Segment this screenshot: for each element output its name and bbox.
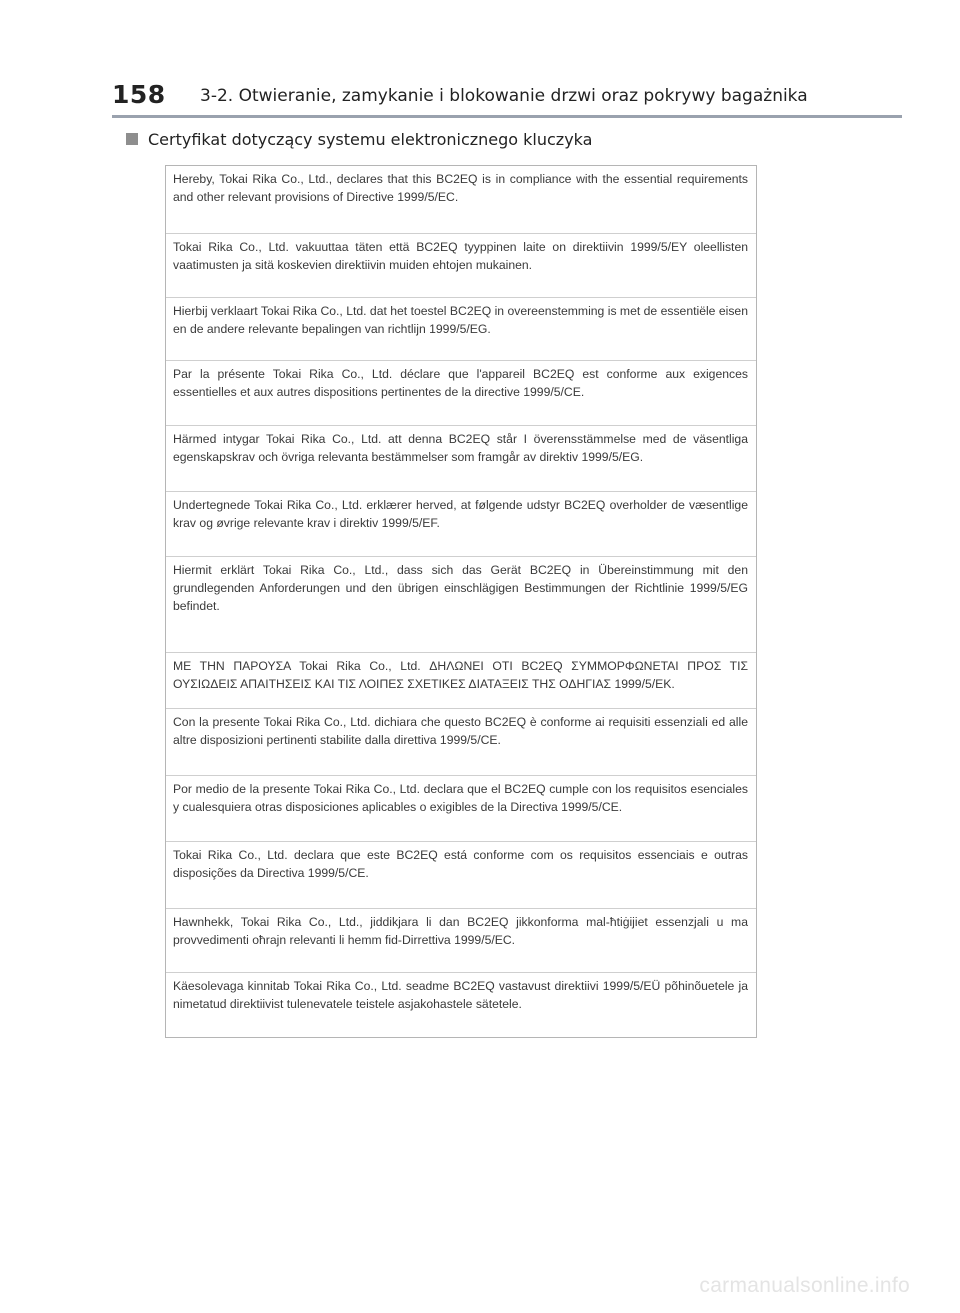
section-heading bbox=[126, 130, 592, 149]
declaration-row bbox=[166, 708, 756, 775]
declaration-row bbox=[166, 491, 756, 556]
section-title: Certyfikat dotyczący systemu elektronicznego kluczyka bbox=[148, 130, 593, 149]
declaration-text: Par la présente Tokai Rika Co., Ltd. déclare que l'appareil BC2EQ est conforme aux exigences essentielles et aux autres dispositions pertinentes de la directive 1999/5/CE. bbox=[173, 367, 748, 399]
declaration-text: Con la presente Tokai Rika Co., Ltd. dichiara che questo BC2EQ è conforme ai requisiti essenziali ed alle altre disposizioni pertinenti stabilite dalla direttiva 1999/5/CE. bbox=[173, 715, 748, 747]
declaration-row bbox=[166, 166, 756, 233]
watermark: carmanualsonline.info bbox=[699, 1274, 910, 1297]
declaration-text: Hereby, Tokai Rika Co., Ltd., declares that this BC2EQ is in compliance with the essential requirements and other relevant provisions of Directive 1999/5/EC. bbox=[173, 172, 748, 204]
declaration-row bbox=[166, 775, 756, 841]
declaration-row bbox=[166, 556, 756, 652]
header-rule bbox=[112, 115, 902, 118]
declaration-text: Tokai Rika Co., Ltd. vakuuttaa täten että BC2EQ tyyppinen laite on direktiivin 1999/5/EY oleellisten vaatimusten ja sitä koskevien direktiivin muiden ehtojen mukainen. bbox=[173, 240, 748, 272]
declaration-text: Käesolevaga kinnitab Tokai Rika Co., Ltd. seadme BC2EQ vastavust direktiivi 1999/5/EÜ põhinõuetele ja nimetatud direktiivist tulenevatele teistele asjakohastele sätetele. bbox=[173, 979, 748, 1011]
declaration-text: Por medio de la presente Tokai Rika Co., Ltd. declara que el BC2EQ cumple con los requisitos esenciales y cualesquiera otras disposiciones aplicables o exigibles de la Directiva 1999/5/CE. bbox=[173, 782, 748, 814]
declaration-text: Undertegnede Tokai Rika Co., Ltd. erklærer herved, at følgende udstyr BC2EQ overholder de væsentlige krav og øvrige relevante krav i direktiv 1999/5/EF. bbox=[173, 498, 748, 530]
declaration-text: Hierbij verklaart Tokai Rika Co., Ltd. dat het toestel BC2EQ in overeenstemming is met de essentiële eisen en de andere relevante bepalingen van richtlijn 1999/5/EG. bbox=[173, 304, 748, 336]
square-bullet-icon bbox=[126, 133, 138, 145]
declaration-text: ΜΕ ΤΗΝ ΠΑΡΟΥΣΑ Tokai Rika Co., Ltd. ΔΗΛΩΝΕΙ ΟΤΙ BC2EQ ΣΥΜΜΟΡΦΩΝΕΤΑΙ ΠΡΟΣ ΤΙΣ ΟΥΣΙΩΔΕΙΣ ΑΠΑΙΤΗΣΕΙΣ ΚΑΙ ΤΙΣ ΛΟΙΠΕΣ ΣΧΕΤΙΚΕΣ ΔΙΑΤΑΞΕΙΣ ΤΗΣ ΟΔΗΓΙΑΣ 1999/5/ΕΚ. bbox=[173, 659, 748, 691]
declaration-text: Härmed intygar Tokai Rika Co., Ltd. att denna BC2EQ står I överensstämmelse med de väsentliga egenskapskrav och övriga relevanta bestämmelser som framgår av direktiv 1999/5/EG. bbox=[173, 432, 748, 464]
certificate-table bbox=[165, 165, 757, 1038]
declaration-row bbox=[166, 425, 756, 491]
declaration-row bbox=[166, 297, 756, 360]
declaration-row bbox=[166, 908, 756, 972]
page-header bbox=[112, 80, 902, 114]
declaration-text: Tokai Rika Co., Ltd. declara que este BC2EQ está conforme com os requisitos essenciais e outras disposições da Directiva 1999/5/CE. bbox=[173, 848, 748, 880]
declaration-text: Hiermit erklärt Tokai Rika Co., Ltd., dass sich das Gerät BC2EQ in Übereinstimmung mit den grundlegenden Anforderungen und den übrigen einschlägigen Bestimmungen der Richtlinie 1999/5/EG befindet. bbox=[173, 563, 748, 613]
declaration-text: Hawnhekk, Tokai Rika Co., Ltd., jiddikjara li dan BC2EQ jikkonforma mal-ħtiġijiet essenzjali u ma provvedimenti oħrajn relevanti li hemm fid-Dirrettiva 1999/5/EC. bbox=[173, 915, 748, 947]
declaration-row bbox=[166, 652, 756, 708]
declaration-row bbox=[166, 972, 756, 1038]
declaration-row bbox=[166, 233, 756, 297]
declaration-row bbox=[166, 360, 756, 425]
declaration-row bbox=[166, 841, 756, 908]
chapter-title: 3-2. Otwieranie, zamykanie i blokowanie drzwi oraz pokrywy bagażnika bbox=[200, 86, 808, 106]
page-number: 158 bbox=[112, 80, 166, 109]
